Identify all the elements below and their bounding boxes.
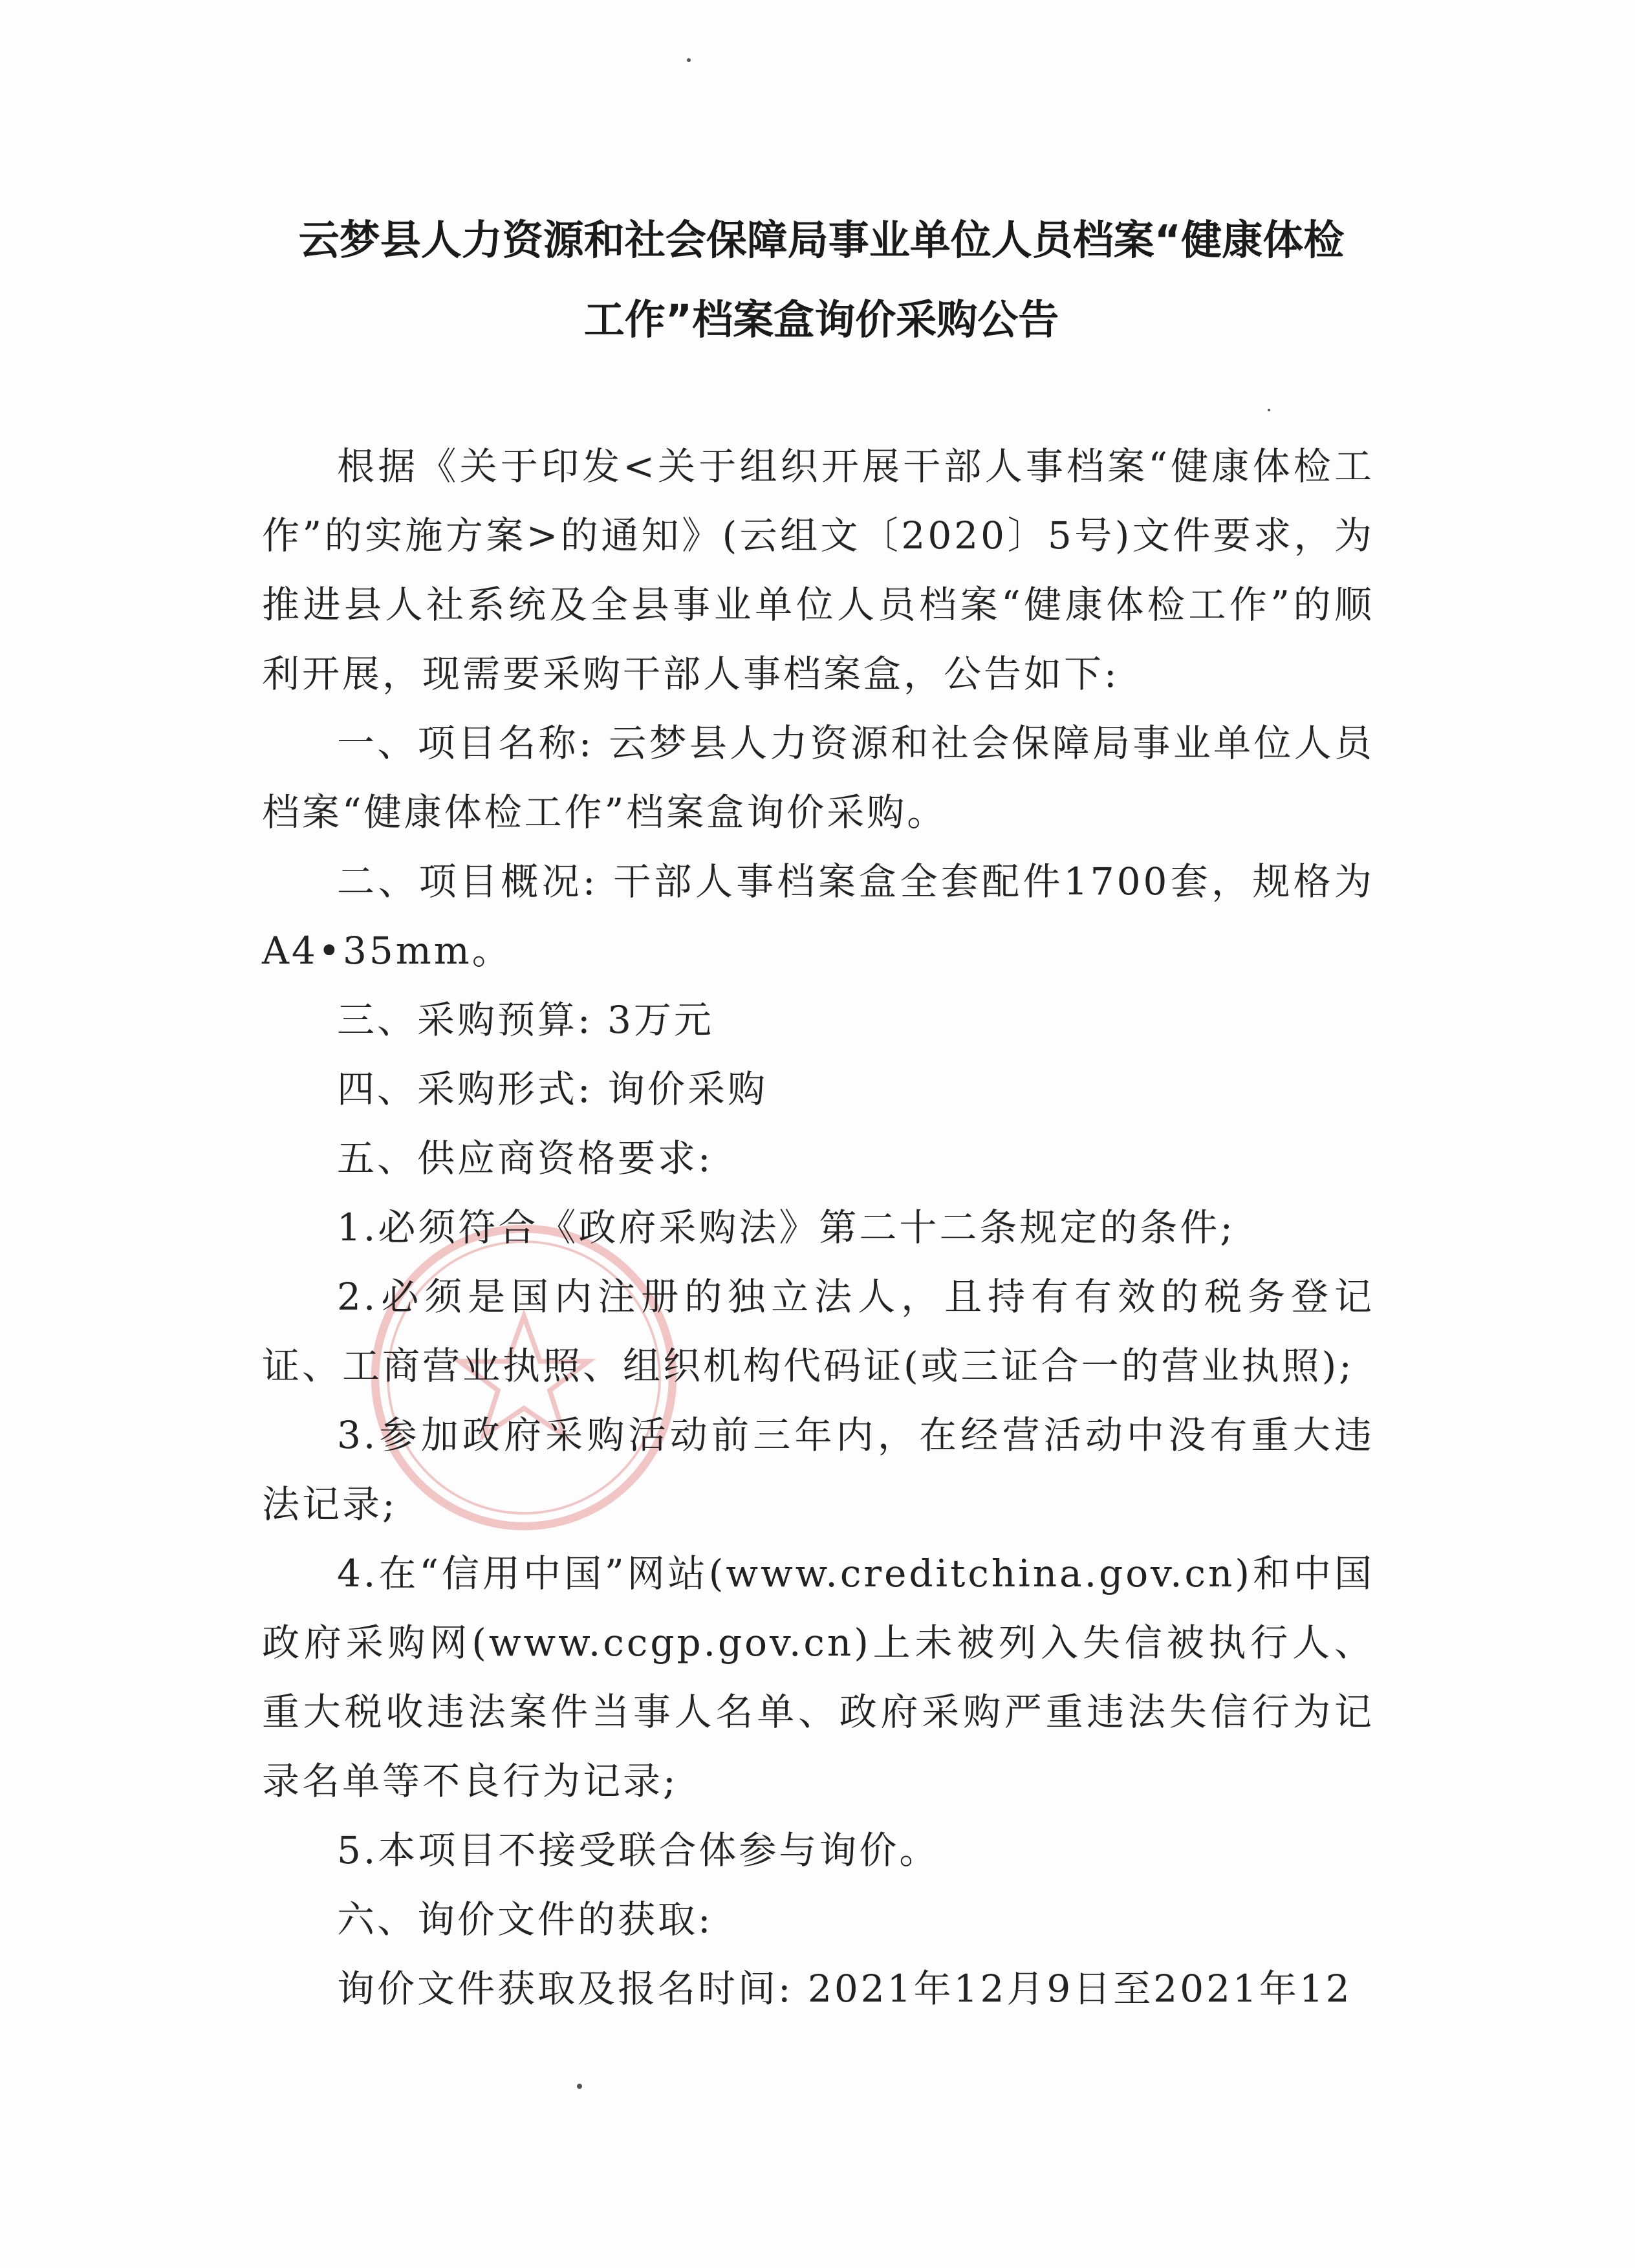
paragraph-project-overview: 二、项目概况: 干部人事档案盒全套配件1700套，规格为A4•35mm。 [262, 859, 1374, 973]
scan-speck [687, 58, 691, 62]
list-item: 4.在“信用中国”网站(www.creditchina.gov.cn)和中国政府采购网(www.ccgp.gov.cn)上未被列入失信被执行人、重大税收违法案件当事人名单、政府采购严重违法失信行为记录名单等不良行为记录; [262, 1551, 1374, 1803]
title-line-2: 工作”档案盒询价采购公告 [583, 296, 1059, 343]
list-item: 5.本项目不接受联合体参与询价。 [337, 1828, 940, 1872]
paragraph-budget: 三、采购预算: 3万元 [337, 998, 714, 1042]
title-line-1: 云梦县人力资源和社会保障局事业单位人员档案“健康体检 [298, 217, 1345, 264]
scan-speck [577, 2084, 582, 2089]
list-item: 1.必须符合《政府采购法》第二十二条规定的条件; [337, 1205, 1235, 1249]
paragraph-supplier-qualification: 五、供应商资格要求: [337, 1136, 713, 1180]
paragraph-registration-time: 询价文件获取及报名时间: 2021年12月9日至2021年12 [337, 1967, 1352, 2011]
scan-speck [1268, 409, 1270, 411]
document-title [259, 200, 1384, 360]
paragraph-intro: 根据《关于印发<关于组织开展干部人事档案“健康体检工作”的实施方案>的通知》(云组文〔2020〕5号)文件要求，为推进县人社系统及全县事业单位人员档案“健康体检工作”的顺利开展，现需要采购干部人事档案盒，公告如下: [262, 444, 1374, 696]
list-item: 3.参加政府采购活动前三年内，在经营活动中没有重大违法记录; [262, 1413, 1374, 1526]
list-item: 2.必须是国内注册的独立法人，且持有有效的税务登记证、工商营业执照、组织机构代码证(或三证合一的营业执照); [262, 1275, 1374, 1388]
document-body [262, 432, 1374, 2024]
paragraph-inquiry-documents: 六、询价文件的获取: [337, 1897, 713, 1941]
paragraph-procurement-form: 四、采购形式: 询价采购 [337, 1067, 768, 1111]
paragraph-project-name: 一、项目名称: 云梦县人力资源和社会保障局事业单位人员档案“健康体检工作”档案盒询价采购。 [262, 721, 1374, 834]
